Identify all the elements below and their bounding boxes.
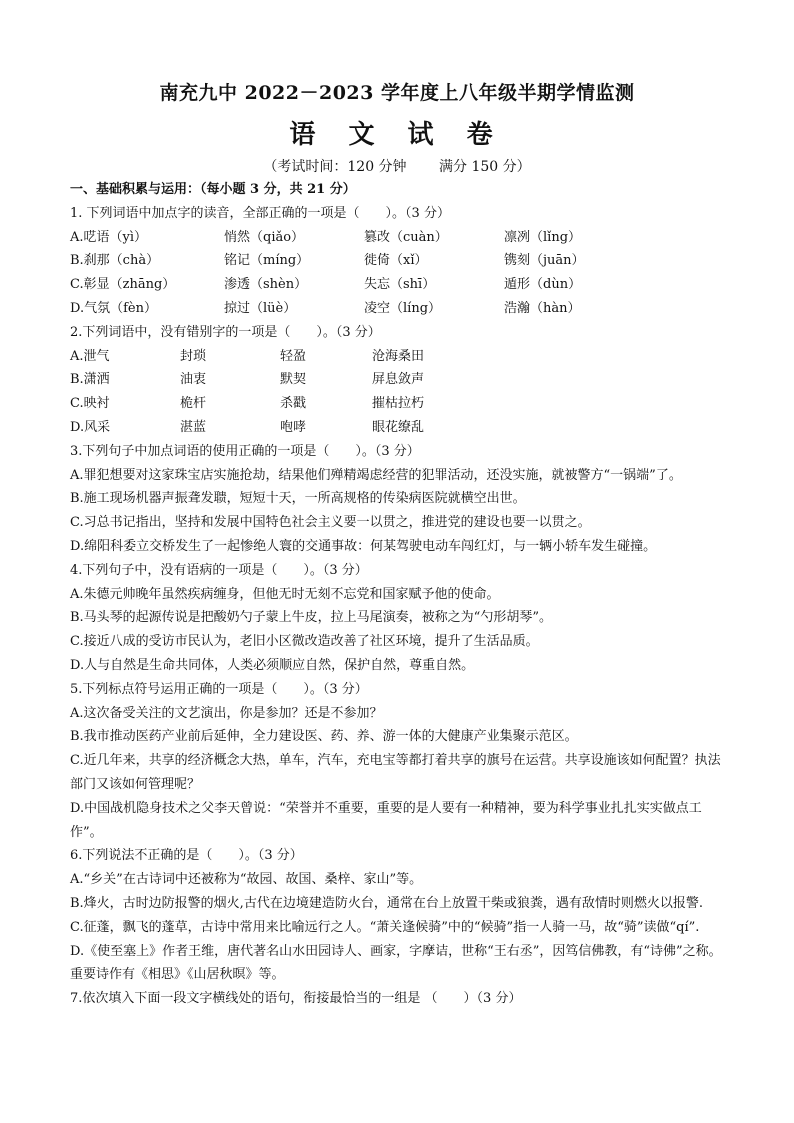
q1-word: 镌刻（juān） <box>504 253 585 269</box>
question-3-stem: 3.下列句子中加点词语的使用正确的一项是（ ）。（3 分） <box>70 443 420 459</box>
exam-info <box>0 156 794 176</box>
q1-word: 凛冽（lǐng） <box>504 229 582 245</box>
q1-word: C.彰显（zhāng） <box>70 277 176 293</box>
q5-option-c: C.近几年来，共享的经济概念大热，单车，汽车，充电宝等都打着共享的旗号在运营。共享设施该如何配置？执法部门又该如何管理呢？ <box>70 753 721 792</box>
q1-word: 悄然（qiǎo） <box>224 229 305 245</box>
q3-option-d: D.绵阳科委立交桥发生了一起惨绝人寰的交通事故：何某驾驶电动车闯红灯，与一辆小轿车发生碰撞。 <box>70 538 657 554</box>
q3-option-b: B.施工现场机器声振聋发聩，短短十天，一所高规格的传染病医院就横空出世。 <box>70 491 526 507</box>
q1-word: 掠过（lüè） <box>224 300 297 316</box>
q2-word: 摧枯拉朽 <box>372 396 425 412</box>
q2-option-d <box>70 416 730 440</box>
q2-word: 桅杆 <box>180 396 207 412</box>
exam-content <box>70 178 730 1011</box>
exam-time: （考试时间：120 分钟 <box>263 159 407 175</box>
q2-word: A.泄气 <box>70 348 110 364</box>
q1-word: 铭记（míng） <box>224 253 310 269</box>
q2-word: 沧海桑田 <box>372 348 425 364</box>
q1-option-c <box>70 273 730 297</box>
q1-option-d <box>70 297 730 321</box>
q3-option-a: A.罪犯想要对这家珠宝店实施抢劫，结果他们殚精竭虑经营的犯罪活动，还没实施，就被警方“一锅端”了。 <box>70 467 682 483</box>
q2-word: 油衷 <box>180 372 207 388</box>
q2-word: 屏息敛声 <box>372 372 425 388</box>
question-4-stem: 4.下列句子中，没有语病的一项是（ ）。（3 分） <box>70 562 368 578</box>
q4-option-c: C.接近八成的受访市民认为，老旧小区微改造改善了社区环境，提升了生活品质。 <box>70 634 539 650</box>
q1-word: D.气氛（fèn） <box>70 300 157 316</box>
q1-word: 篡改（cuàn） <box>364 229 448 245</box>
q1-word: B.刹那（chà） <box>70 253 160 269</box>
q2-word: 轻盈 <box>280 348 307 364</box>
q5-option-d: D.中国战机隐身技术之父李天曾说：“荣誉并不重要，重要的是人要有一种精神，要为科学事业扎扎实实做点工作”。 <box>70 800 702 840</box>
q4-option-b: B.马头琴的起源传说是把酸奶勺子蒙上牛皮，拉上马尾演奏，被称之为“勺形胡琴”。 <box>70 610 552 626</box>
question-5-stem: 5.下列标点符号运用正确的一项是（ ）。（3 分） <box>70 681 368 697</box>
q6-option-c: C.征蓬，飘飞的蓬草，古诗中常用来比喻远行之人。“萧关逢候骑”中的“候骑”指一人骑一马，故“骑”读做“qí”. <box>70 919 700 935</box>
q4-option-a: A.朱德元帅晚年虽然疾病缠身，但他无时无刻不忘党和国家赋予他的使命。 <box>70 586 500 602</box>
q6-option-a: A.“乡关”在古诗词中还被称为“故园、故国、桑梓、家山”等。 <box>70 872 423 888</box>
q2-option-b <box>70 368 730 392</box>
q1-word: 遁形（dùn） <box>504 277 582 293</box>
q2-word: 湛蓝 <box>180 419 207 435</box>
question-7-stem: 7.依次填入下面一段文字横线处的语句，衔接最恰当的一组是 （ ）（3 分） <box>70 991 522 1007</box>
q2-option-c <box>70 392 730 416</box>
q2-option-a <box>70 345 730 369</box>
q1-word: 徙倚（xǐ） <box>364 253 428 269</box>
q2-word: B.潇洒 <box>70 372 110 388</box>
q2-word: 眼花缭乱 <box>372 419 425 435</box>
q1-word: 失忘（shī） <box>364 277 436 293</box>
question-2-stem: 2.下列词语中，没有错别字的一项是（ ）。（3 分） <box>70 324 381 340</box>
q1-word: 浩瀚（hàn） <box>504 300 581 316</box>
q2-word: D.风采 <box>70 419 111 435</box>
full-score: 满分 150 分） <box>439 159 531 175</box>
question-6-stem: 6.下列说法不正确的是（ ）。（3 分） <box>70 848 303 864</box>
q1-option-a <box>70 226 730 250</box>
q5-option-b: B.我市推动医药产业前后延伸，全力建设医、药、养、游一体的大健康产业集聚示范区。 <box>70 729 578 745</box>
q2-word: 默契 <box>280 372 307 388</box>
question-1-stem: 1. 下列词语中加点字的读音，全部正确的一项是（ ）。（3 分） <box>70 205 450 221</box>
q5-option-a: A.这次备受关注的文艺演出，你是参加？还是不参加？ <box>70 705 383 721</box>
q2-word: 杀戳 <box>280 396 307 412</box>
q6-option-d: D.《使至塞上》作者王维，唐代著名山水田园诗人、画家，字摩诘，世称“王右丞”，因笃信佛教，有“诗佛”之称。重要诗作有《相思》《山居秋暝》等。 <box>70 943 722 983</box>
section-heading: 一、基础积累与运用：（每小题 3 分，共 21 分） <box>70 182 356 197</box>
q2-word: 咆哮 <box>280 419 307 435</box>
q1-word: A.呓语（yì） <box>70 229 148 245</box>
q3-option-c: C.习总书记指出，坚持和发展中国特色社会主义要一以贯之，推进党的建设也要一以贯之。 <box>70 515 591 531</box>
q1-word: 凌空（líng） <box>364 300 442 316</box>
q6-option-b: B.烽火，古时边防报警的烟火,古代在边境建造防火台，通常在台上放置干柴或狼粪，遇有敌情时则燃火以报警. <box>70 895 703 911</box>
q1-word: 渗透（shèn） <box>224 277 308 293</box>
exam-title: 南充九中 2022－2023 学年度上八年级半期学情监测 <box>159 82 635 104</box>
q2-word: 封琐 <box>180 348 207 364</box>
q1-option-b <box>70 249 730 273</box>
q2-word: C.映衬 <box>70 396 110 412</box>
paper-subtitle: 语 文 试 卷 <box>289 120 505 150</box>
q4-option-d: D.人与自然是生命共同体，人类必须顺应自然，保护自然，尊重自然。 <box>70 657 475 673</box>
